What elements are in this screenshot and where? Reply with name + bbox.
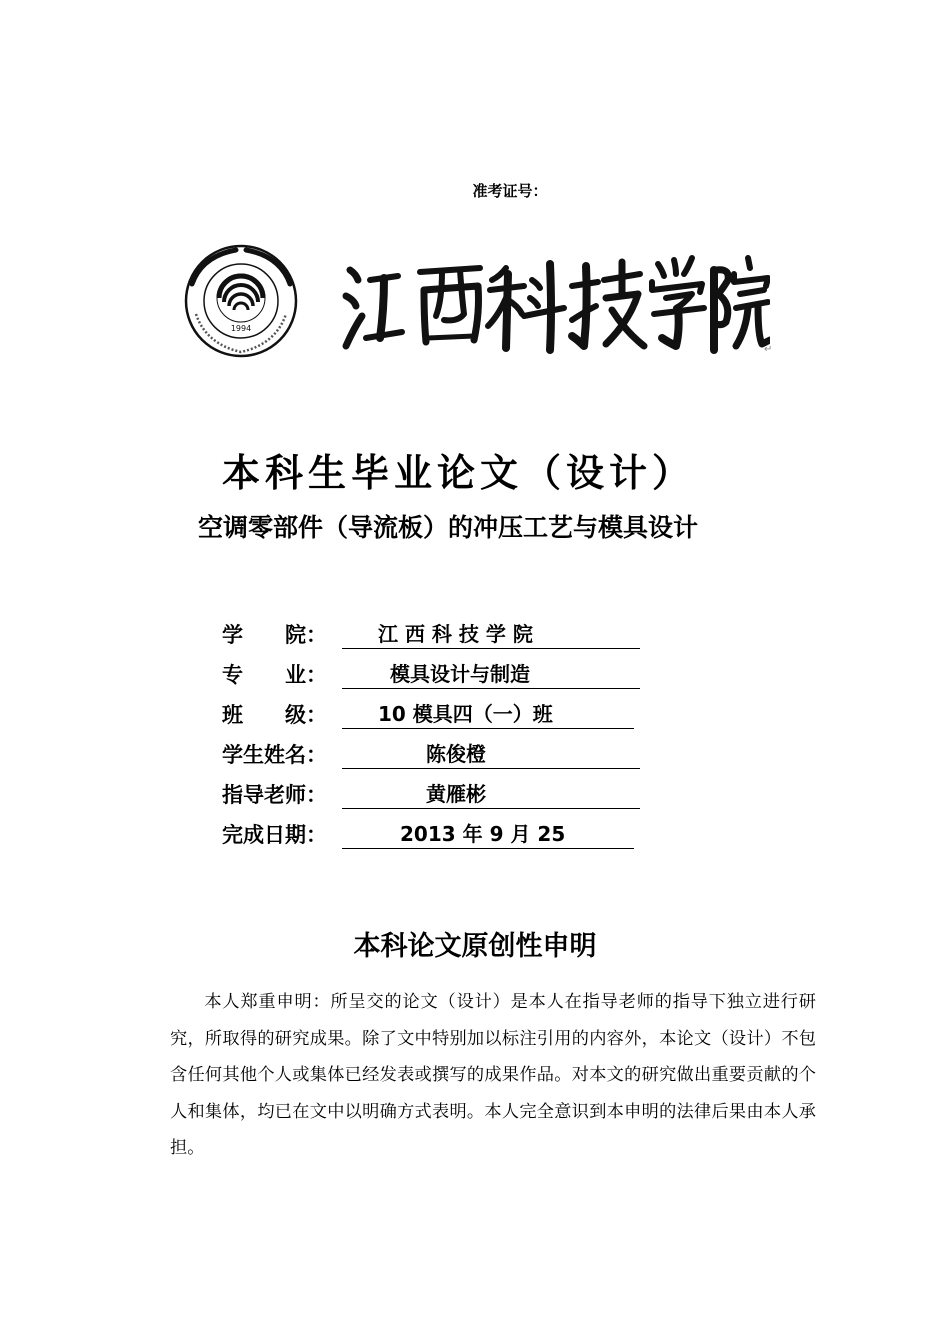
info-label-class: 班 级：	[222, 703, 327, 727]
info-row-college	[222, 614, 640, 654]
declaration-body: 本人郑重申明：所呈交的论文（设计）是本人在指导老师的指导下独立进行研究，所取得的研究成果。除了文中特别加以标注引用的内容外，本论文（设计）不包含任何其他个人或集体已经发表或撰写的成果作品。对本文的研究做出重要贡献的个人和集体，均已在文中以明确方式表明。本人完全意识到本申明的法律后果由本人承担。	[170, 992, 816, 1158]
paragraph-mark-icon: ↵	[764, 344, 773, 355]
info-label-advisor: 指导老师：	[222, 783, 327, 807]
info-row-completion-date	[222, 814, 640, 854]
info-value-major: 模具设计与制造	[342, 660, 640, 689]
university-seal-logo	[184, 244, 298, 358]
document-type-heading: 本科生毕业论文（设计）	[222, 451, 696, 495]
info-label-college: 学 院：	[222, 623, 327, 647]
info-row-major	[222, 654, 640, 694]
svg-text:1994: 1994	[230, 324, 252, 333]
info-label-major: 专 业：	[222, 663, 327, 687]
info-value-advisor: 黄雁彬	[342, 780, 640, 809]
declaration-title: 本科论文原创性申明	[353, 931, 597, 962]
school-name-calligraphy	[340, 250, 773, 355]
info-value-class: 10 模具四（一）班	[342, 700, 634, 729]
info-row-student-name	[222, 734, 640, 774]
info-value-completion-date: 2013 年 9 月 25	[342, 820, 634, 849]
info-value-student-name: 陈俊橙	[342, 740, 640, 769]
student-info-block	[222, 614, 640, 854]
info-row-advisor	[222, 774, 640, 814]
info-value-college: 江 西 科 技 学 院	[342, 620, 640, 649]
thesis-title: 空调零部件（导流板）的冲压工艺与模具设计	[198, 513, 699, 542]
exam-number-label: 准考证号：	[472, 182, 548, 200]
info-label-student-name: 学生姓名：	[222, 743, 327, 767]
info-row-class	[222, 694, 640, 734]
info-label-completion-date: 完成日期：	[222, 823, 327, 847]
